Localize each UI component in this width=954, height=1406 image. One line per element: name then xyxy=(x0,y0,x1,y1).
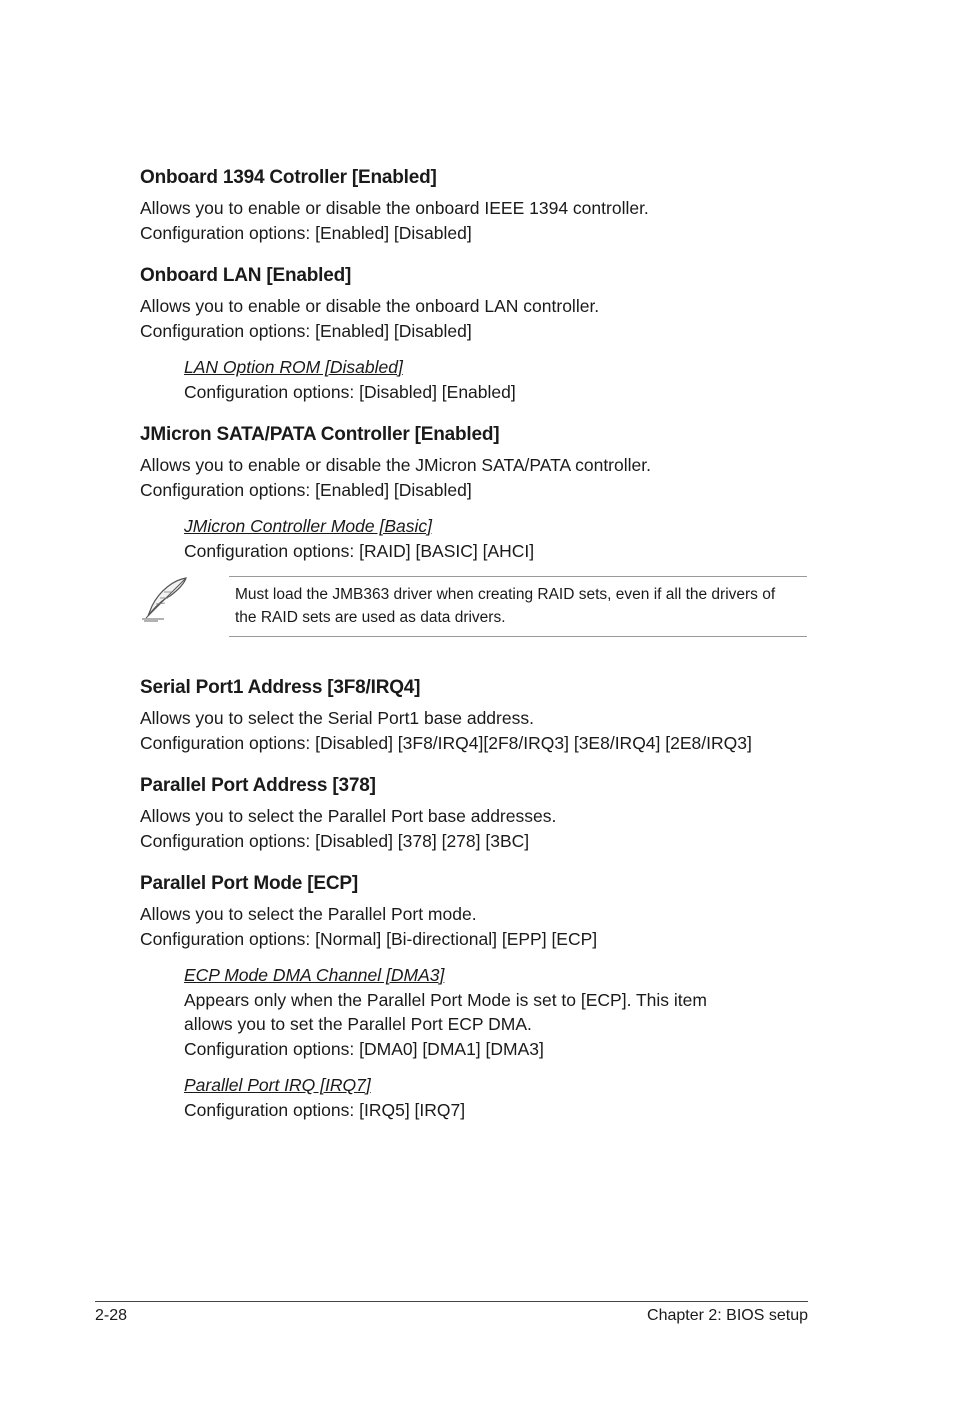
note-line: Must load the JMB363 driver when creating RAID sets, even if all the drivers of xyxy=(235,586,776,603)
footer-divider xyxy=(95,1301,808,1302)
chapter-label: Chapter 2: BIOS setup xyxy=(647,1307,808,1324)
note-text xyxy=(229,576,807,637)
section-parallel-mode xyxy=(140,872,810,1122)
subitem-ecp-dma xyxy=(184,963,810,1061)
document-body xyxy=(140,166,810,1141)
subitem-lan-option-rom xyxy=(184,355,810,404)
section-options: Configuration options: [Disabled] [3F8/IRQ4][2F8/IRQ3] [3E8/IRQ4] [2E8/IRQ3] xyxy=(140,732,752,753)
section-heading: Serial Port1 Address [3F8/IRQ4] xyxy=(140,677,421,698)
section-jmicron-controller xyxy=(140,423,810,638)
page-number: 2-28 xyxy=(95,1307,128,1324)
subitem-options: Configuration options: [IRQ5] [IRQ7] xyxy=(184,1099,466,1120)
subitem-options: Configuration options: [RAID] [BASIC] [AHCI] xyxy=(184,540,535,561)
section-description: Allows you to enable or disable the onboard IEEE 1394 controller. xyxy=(140,198,649,218)
subitem-title: ECP Mode DMA Channel [DMA3] xyxy=(184,965,445,985)
feather-quill-icon xyxy=(140,576,190,622)
note-line: the RAID sets are used as data drivers. xyxy=(235,608,506,626)
section-heading: JMicron SATA/PATA Controller [Enabled] xyxy=(140,424,500,445)
section-onboard-lan xyxy=(140,264,810,404)
section-heading: Parallel Port Address [378] xyxy=(140,775,376,796)
section-heading: Onboard LAN [Enabled] xyxy=(140,265,352,286)
section-description: Allows you to enable or disable the JMicron SATA/PATA controller. xyxy=(140,455,651,475)
section-heading: Parallel Port Mode [ECP] xyxy=(140,873,358,894)
subitem-options: Configuration options: [DMA0] [DMA1] [DMA3] xyxy=(184,1038,544,1059)
section-description: Allows you to select the Parallel Port base addresses. xyxy=(140,806,557,826)
section-options: Configuration options: [Enabled] [Disabled] xyxy=(140,320,472,341)
section-parallel-address xyxy=(140,774,810,853)
section-serial-port xyxy=(140,676,810,755)
section-description: Allows you to select the Parallel Port mode. xyxy=(140,904,477,924)
section-description: Allows you to enable or disable the onboard LAN controller. xyxy=(140,296,600,316)
subitem-title: Parallel Port IRQ [IRQ7] xyxy=(184,1075,371,1095)
subitem-options: Configuration options: [Disabled] [Enabled] xyxy=(184,381,516,402)
section-options: Configuration options: [Enabled] [Disabled] xyxy=(140,479,472,500)
subitem-jmicron-mode xyxy=(184,514,810,563)
section-description: Allows you to select the Serial Port1 base address. xyxy=(140,708,534,728)
note-callout xyxy=(140,576,810,638)
subitem-description: allows you to set the Parallel Port ECP DMA. xyxy=(184,1014,532,1034)
subitem-parallel-irq xyxy=(184,1073,810,1122)
section-options: Configuration options: [Disabled] [378] [278] [3BC] xyxy=(140,830,530,851)
subitem-title: LAN Option ROM [Disabled] xyxy=(184,357,403,377)
section-options: Configuration options: [Normal] [Bi-directional] [EPP] [ECP] xyxy=(140,928,598,949)
subitem-description: Appears only when the Parallel Port Mode is set to [ECP]. This item xyxy=(184,989,707,1010)
section-heading: Onboard 1394 Cotroller [Enabled] xyxy=(140,167,437,188)
section-onboard-1394 xyxy=(140,166,810,245)
subitem-title: JMicron Controller Mode [Basic] xyxy=(184,516,432,536)
section-options: Configuration options: [Enabled] [Disabled] xyxy=(140,222,472,243)
